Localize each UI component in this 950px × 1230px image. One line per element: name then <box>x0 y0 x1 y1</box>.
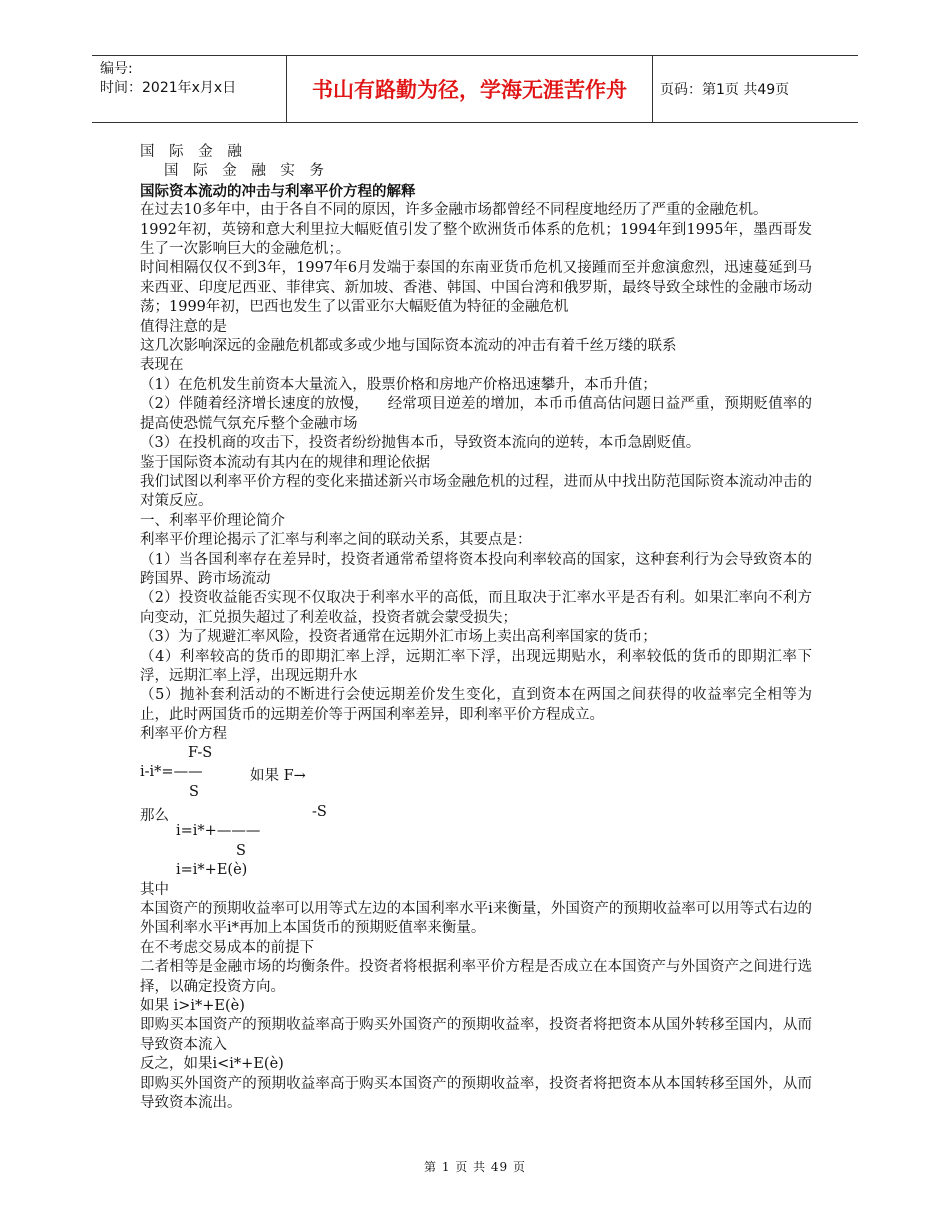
paragraph: 如果 i>i*+E(è) <box>140 998 245 1015</box>
paragraph: 本国资产的预期收益率可以用等式左边的本国利率水平i来衡量，外国资产的预期收益率可以用等式右边的外国利率水平i*再加上本国货币的预期贬值率来衡量。 <box>140 901 812 937</box>
eq-numerator: F-S <box>188 744 213 761</box>
paragraph: 反之，如果i<i*+E(è) <box>140 1056 284 1073</box>
list-item: （3）为了规避汇率风险，投资者通常在远期外汇市场上卖出高利率国家的货币； <box>140 629 657 646</box>
page-footer: 第 1 页 共 49 页 <box>424 1160 526 1174</box>
paragraph: 这几次影响深远的金融危机都或多或少地与国际资本流动的冲击有着千丝万缕的联系 <box>140 338 677 355</box>
paragraph: 我们试图以利率平价方程的变化来描述新兴市场金融危机的过程，进而从中找出防范国际资本流动冲击的对策反应。 <box>140 473 812 510</box>
list-item: （4）利率较高的货币的即期汇率上浮，远期汇率下浮，出现远期贴水，利率较低的货币的即期汇率下浮，远期汇率上浮，出现远期升水 <box>140 648 812 684</box>
header-page-info: 页码：第1页 共49页 <box>660 82 790 98</box>
list-item: （1）当各国利率存在差异时，投资者通常希望将资本投向利率较高的国家，这种套利行为会导致资本的跨国界、跨市场流动 <box>140 551 812 587</box>
parity-equation <box>140 745 812 881</box>
paragraph: 利率平价理论揭示了汇率与利率之间的联动关系，其要点是： <box>140 532 532 549</box>
heading-line-2: 国 际 金 融 实 务 <box>164 163 330 180</box>
doc-title: 国际资本流动的冲击与利率平价方程的解释 <box>140 182 416 200</box>
list-item: （5）抛补套利活动的不断进行会使远期差价发生变化，直到资本在两国之间获得的收益率完全相等为止，此时两国货币的远期差价等于两国利率差异，即利率平价方程成立。 <box>140 687 812 723</box>
eq-lhs: i-i*=—— <box>140 763 203 780</box>
paragraph: 即购买外国资产的预期收益率高于购买本国资产的预期收益率，投资者将把资本从本国转移至国外，从而导致资本流出。 <box>140 1075 812 1112</box>
paragraph: 利率平价方程 <box>140 726 227 743</box>
eq-third: i=i*+E(è) <box>176 861 248 878</box>
paragraph: 在过去10多年中，由于各自不同的原因，许多金融市场都曾经不同程度地经历了严重的金融危机。 <box>140 202 768 219</box>
serial-label: 编号: <box>100 61 133 77</box>
paragraph: 鉴于国际资本流动有其内在的规律和理论依据 <box>140 454 430 471</box>
paragraph: 值得注意的是 <box>140 318 227 335</box>
paragraph: 其中 <box>140 881 169 898</box>
eq-if-label: 如果 F→ <box>250 767 306 784</box>
eq-then-label: 那么 <box>140 807 169 824</box>
paragraph: 表现在 <box>140 357 184 374</box>
list-item: （2）伴随着经济增长速度的放慢， 经常项目逆差的增加，本币币值高估问题日益严重，预期贬值率的提高使恐慌气氛充斥整个金融市场 <box>140 396 812 432</box>
eq-denominator: S <box>189 783 199 800</box>
list-item: （1）在危机发生前资本大量流入，股票价格和房地产价格迅速攀升，本币升值； <box>140 376 657 393</box>
eq-denominator-2: S <box>236 842 246 859</box>
list-item: （2）投资收益能否实现不仅取决于利率水平的高低，而且取决于汇率水平是否有利。如果汇率向不利方向变动，汇兑损失超过了利差收益，投资者就会蒙受损失； <box>140 590 812 626</box>
eq-neg-s: -S <box>312 803 327 820</box>
time-label: 时间：2021年x月x日 <box>100 80 237 96</box>
list-item: （3）在投机商的攻击下，投资者纷纷抛售本币，导致资本流向的逆转，本币急剧贬值。 <box>140 435 701 452</box>
section-heading: 一、利率平价理论简介 <box>140 512 285 529</box>
header-motto: 书山有路勤为径，学海无涯苦作舟 <box>286 56 653 122</box>
paragraph: 在不考虑交易成本的前提下 <box>140 939 314 956</box>
eq-second: i=i*+——— <box>176 822 261 839</box>
paragraph: 时间相隔仅仅不到3年，1997年6月发端于泰国的东南亚货币危机又接踵而至并愈演愈烈，迅速蔓延到马来西亚、印度尼西亚、菲律宾、新加坡、香港、韩国、中国台湾和俄罗斯，最终导致全球性的金融市场动荡；1999年初，巴西也发生了以雷亚尔大幅贬值为特征的金融危机 <box>140 260 812 316</box>
paragraph: 即购买本国资产的预期收益率高于购买外国资产的预期收益率，投资者将把资本从国外转移至国内，从而导致资本流入 <box>140 1017 812 1053</box>
heading-line-1: 国 际 金 融 <box>140 144 247 160</box>
page-header <box>92 55 858 123</box>
header-meta <box>100 60 280 98</box>
document-body <box>140 143 812 1113</box>
paragraph: 二者相等是金融市场的均衡条件。投资者将根据利率平价方程是否成立在本国资产与外国资产之间进行选择，以确定投资方向。 <box>140 959 812 995</box>
paragraph: 1992年初，英镑和意大利里拉大幅贬值引发了整个欧洲货币体系的危机；1994年到1995年，墨西哥发生了一次影响巨大的金融危机；。 <box>140 221 812 258</box>
